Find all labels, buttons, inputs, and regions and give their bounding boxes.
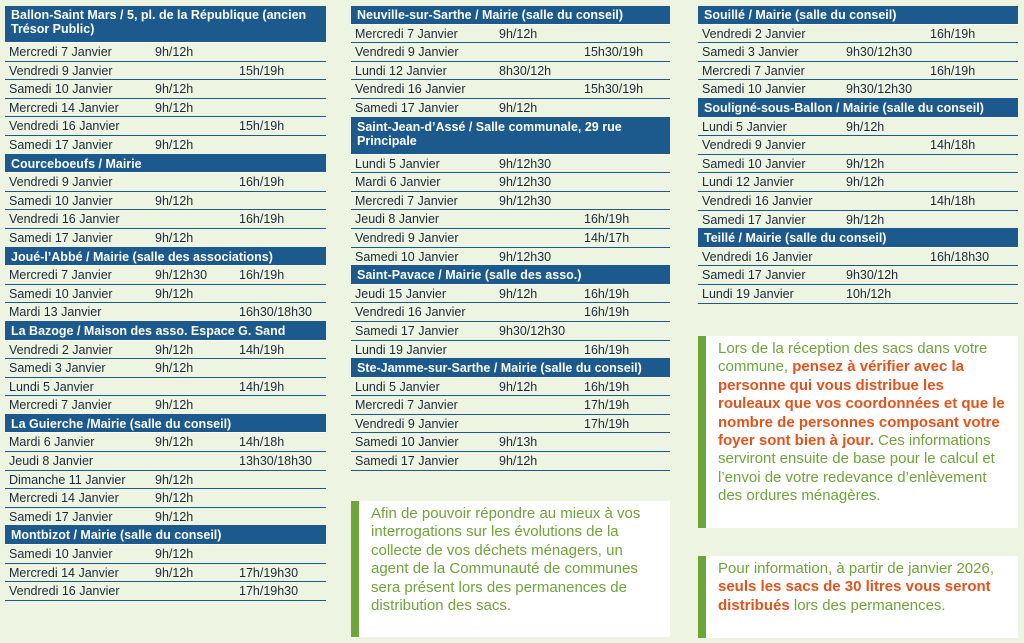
row-morning-hours: 9h/12h [499,100,538,115]
row-date: Jeudi 8 Janvier [355,212,440,227]
row-date: Lundi 19 Janvier [355,342,447,357]
row-morning-hours: 9h30/12h30 [846,82,913,97]
section-header: La Guierche /Mairie (salle du conseil) [5,415,326,434]
agent-note [351,501,670,637]
row-date: Samedi 17 Janvier [9,230,113,245]
schedule-row [5,582,326,601]
schedule-row [698,155,1018,174]
row-morning-hours: 8h30/12h [499,63,552,78]
schedule-column-2 [351,6,670,471]
schedule-row [698,211,1018,230]
row-date: Mardi 13 Janvier [9,305,102,320]
row-morning-hours: 9h/12h [155,193,194,208]
schedule-row [5,99,326,118]
row-date: Vendredi 16 Janvier [702,193,813,208]
row-morning-hours: 10h/12h [846,286,892,301]
schedule-row [698,62,1018,81]
row-afternoon-hours: 16h/19h [584,305,630,320]
row-morning-hours: 9h/12h [499,379,538,394]
row-date: Mardi 6 Janvier [355,175,441,190]
schedule-row [5,43,326,62]
row-morning-hours: 9h/12h30 [499,175,552,190]
row-date: Samedi 17 Janvier [9,509,113,524]
row-date: Vendredi 9 Janvier [355,416,459,431]
section-header: Souillé / Mairie (salle du conseil) [698,6,1018,25]
row-date: Mercredi 7 Janvier [355,193,458,208]
schedule-row [698,25,1018,44]
info-emphasis: seuls les sacs de 30 litres vous seront distribués [718,578,991,614]
schedule-row [5,396,326,415]
schedule-row [5,266,326,285]
schedule-row [351,396,670,415]
schedule-row [5,229,326,248]
schedule-row [351,43,670,62]
schedule-row [351,155,670,174]
row-morning-hours: 9h/12h [499,26,538,41]
schedule-row [351,341,670,360]
row-date: Mercredi 14 Janvier [9,491,119,506]
schedule-row [698,266,1018,285]
row-afternoon-hours: 14h/17h [584,230,630,245]
schedule-row [5,433,326,452]
row-date: Vendredi 9 Janvier [9,175,113,190]
accent-bar [698,336,706,528]
schedule-row [351,378,670,397]
row-afternoon-hours: 17h/19h [584,398,630,413]
accent-bar [698,556,706,638]
schedule-row [698,192,1018,211]
row-morning-hours: 9h30/12h30 [846,45,913,60]
row-morning-hours: 9h/12h [155,565,194,580]
schedule-row [698,248,1018,267]
schedule-row [5,285,326,304]
schedule-row [351,210,670,229]
section-header: Ste-Jamme-sur-Sarthe / Mairie (salle du conseil) [351,359,670,378]
row-morning-hours: 9h/12h30 [155,268,208,283]
section-header: Saint-Pavace / Mairie (salle des asso.) [351,266,670,285]
row-date: Jeudi 15 Janvier [355,286,447,301]
row-afternoon-hours: 16h/19h [584,212,630,227]
accent-bar [351,501,359,637]
row-date: Samedi 10 Janvier [702,82,806,97]
schedule-row [698,118,1018,137]
row-date: Vendredi 16 Janvier [9,119,120,134]
schedule-row [5,192,326,211]
row-afternoon-hours: 17h/19h30 [239,584,299,599]
schedule-row [698,173,1018,192]
row-afternoon-hours: 14h/19h [239,342,285,357]
row-date: Samedi 10 Janvier [355,435,459,450]
row-date: Samedi 17 Janvier [355,454,459,469]
row-morning-hours: 9h/12h [155,342,194,357]
schedule-row [351,192,670,211]
schedule-row [5,136,326,155]
schedule-row [351,433,670,452]
row-date: Mercredi 14 Janvier [9,565,119,580]
schedule-row [351,452,670,471]
schedule-row [351,229,670,248]
row-date: Samedi 17 Janvier [702,212,806,227]
row-afternoon-hours: 14h/18h [930,138,976,153]
verify-intro: Lors de la réception des sacs dans votre commune, [718,340,988,376]
info-intro: Pour information, à partir de janvier 2026, [718,560,994,577]
row-date: Samedi 3 Janvier [9,361,106,376]
row-morning-hours: 9h/12h [155,361,194,376]
row-date: Mercredi 7 Janvier [9,45,112,59]
row-afternoon-hours: 14h/18h [239,435,285,450]
row-date: Mardi 6 Janvier [9,435,95,450]
schedule-column-1 [5,6,326,601]
row-morning-hours: 9h/12h [846,119,885,134]
row-date: Vendredi 16 Janvier [9,584,120,599]
section-header: Teillé / Mairie (salle du conseil) [698,229,1018,248]
row-date: Lundi 12 Janvier [702,175,794,190]
row-morning-hours: 9h/12h [846,156,885,171]
verify-tail: Ces informations serviront ensuite de base pour le calcul et l’envoi de votre redevance d’enlèvement des ordures ménagères. [718,432,995,505]
section-header: Montbizot / Mairie (salle du conseil) [5,526,326,545]
row-afternoon-hours: 16h/19h [584,342,630,357]
row-morning-hours: 9h/12h [155,435,194,450]
row-morning-hours: 9h/12h [155,137,194,152]
row-date: Mercredi 7 Janvier [355,26,458,41]
row-afternoon-hours: 14h/18h [930,193,976,208]
row-afternoon-hours: 16h/19h [239,268,285,283]
schedule-row [5,341,326,360]
row-date: Samedi 10 Janvier [9,547,113,562]
row-afternoon-hours: 15h30/19h [584,82,644,97]
row-date: Dimanche 11 Janvier [9,472,126,487]
row-morning-hours: 9h/12h [155,230,194,245]
row-date: Vendredi 9 Janvier [702,138,806,153]
schedule-row [698,136,1018,155]
schedule-row [351,322,670,341]
row-morning-hours: 9h/12h [155,509,194,524]
row-date: Lundi 12 Janvier [355,63,447,78]
row-date: Vendredi 16 Janvier [355,305,466,320]
schedule-row [351,80,670,99]
row-date: Vendredi 16 Janvier [702,249,813,264]
row-date: Lundi 19 Janvier [702,286,794,301]
row-morning-hours: 9h30/12h30 [499,323,566,338]
row-morning-hours: 9h/12h [499,286,538,301]
row-date: Jeudi 8 Janvier [9,454,94,469]
row-afternoon-hours: 16h30/18h30 [239,305,312,320]
schedule-row [351,285,670,304]
row-date: Vendredi 9 Janvier [355,45,459,60]
row-afternoon-hours: 14h/19h [239,379,285,394]
row-morning-hours: 9h/12h [155,286,194,301]
schedule-row [5,62,326,81]
info-tail: lors des permanences. [793,596,946,614]
section-header: Ballon-Saint Mars / 5, pl. de la République (ancien Trésor Public) [5,6,326,43]
row-date: Mercredi 7 Janvier [355,398,458,413]
row-date: Mercredi 7 Janvier [9,268,112,283]
section-header: Joué-l’Abbé / Mairie (salle des associations) [5,248,326,267]
schedule-row [5,378,326,397]
row-date: Vendredi 2 Janvier [9,342,113,357]
schedule-row [5,471,326,490]
row-date: Samedi 17 Janvier [355,323,459,338]
schedule-row [5,303,326,322]
agent-note-text: Afin de pouvoir répondre au mieux à vos interrogations sur les évolutions de la collecte de vos déchets ménagers, un agent de la Communauté de communes sera présent lors des permanences de distribution des sacs. [371,505,641,615]
row-morning-hours: 9h/12h [155,398,194,413]
row-date: Lundi 5 Janvier [355,156,440,171]
row-morning-hours: 9h/12h30 [499,193,552,208]
info-note [698,556,1018,638]
row-morning-hours: 9h/12h [846,175,885,190]
row-morning-hours: 9h/12h30 [499,156,552,171]
schedule-row [5,117,326,136]
schedule-row [5,210,326,229]
row-afternoon-hours: 15h/19h [239,63,285,78]
schedule-row [351,62,670,81]
section-header: Souligné-sous-Ballon / Mairie (salle du conseil) [698,99,1018,118]
schedule-row [351,248,670,267]
schedule-row [351,303,670,322]
row-morning-hours: 9h/12h [499,454,538,469]
row-morning-hours: 9h/12h [155,82,194,97]
row-date: Samedi 10 Janvier [9,82,113,97]
verify-emphasis: pensez à vérifier avec la personne qui vous distribue les rouleaux que vos coordonnées et que le nombre de personnes composant votre foyer sont bien à jour. [718,358,1005,450]
row-afternoon-hours: 16h/19h [584,379,630,394]
row-date: Samedi 17 Janvier [9,137,113,152]
row-date: Mercredi 7 Janvier [9,398,112,413]
schedule-row [5,173,326,192]
schedule-row [5,489,326,508]
section-header: Saint-Jean-d’Assé / Salle communale, 29 rue Principale [351,118,670,155]
section-header: La Bazoge / Maison des asso. Espace G. Sand [5,322,326,341]
row-morning-hours: 9h/12h [155,491,194,506]
row-afternoon-hours: 16h/19h [930,63,976,78]
schedule-row [5,452,326,471]
schedule-row [698,43,1018,62]
row-date: Lundi 5 Janvier [9,379,94,394]
schedule-row [351,99,670,118]
row-date: Mercredi 7 Janvier [702,63,805,78]
row-date: Mercredi 14 Janvier [9,100,119,115]
row-afternoon-hours: 15h/19h [239,119,285,134]
section-header: Courceboeufs / Mairie [5,155,326,174]
row-date: Samedi 3 Janvier [702,45,799,60]
schedule-column-3 [698,6,1018,304]
row-date: Samedi 10 Janvier [9,193,113,208]
row-date: Samedi 10 Janvier [355,249,459,264]
schedule-row [698,80,1018,99]
row-afternoon-hours: 15h30/19h [584,45,644,60]
row-morning-hours: 9h/12h [846,212,885,227]
schedule-row [5,564,326,583]
row-morning-hours: 9h/12h [155,547,194,562]
row-date: Vendredi 2 Janvier [702,26,806,41]
row-date: Lundi 5 Janvier [702,119,787,134]
schedule-row [5,508,326,527]
row-date: Vendredi 16 Janvier [9,212,120,227]
schedule-row [698,285,1018,304]
row-date: Samedi 17 Janvier [355,100,459,115]
schedule-row [351,25,670,44]
row-date: Samedi 10 Janvier [9,286,113,301]
row-afternoon-hours: 17h/19h [584,416,630,431]
row-morning-hours: 9h/13h [499,435,538,450]
row-afternoon-hours: 17h/19h30 [239,565,299,580]
row-morning-hours: 9h/12h [155,472,194,487]
schedule-row [5,545,326,564]
row-morning-hours: 9h/12h [155,100,194,115]
row-afternoon-hours: 16h/19h [584,286,630,301]
row-afternoon-hours: 13h30/18h30 [239,454,312,469]
row-afternoon-hours: 16h/18h30 [930,249,990,264]
row-afternoon-hours: 16h/19h [239,175,285,190]
row-morning-hours: 9h30/12h [846,268,899,283]
row-date: Vendredi 9 Janvier [355,230,459,245]
row-afternoon-hours: 16h/19h [239,212,285,227]
row-morning-hours: 9h/12h30 [499,249,552,264]
schedule-row [351,173,670,192]
section-header: Neuville-sur-Sarthe / Mairie (salle du conseil) [351,6,670,25]
row-date: Samedi 10 Janvier [702,156,806,171]
row-date: Samedi 17 Janvier [702,268,806,283]
verify-note [698,336,1018,528]
schedule-row [351,415,670,434]
row-date: Vendredi 16 Janvier [355,82,466,97]
row-morning-hours: 9h/12h [155,45,194,59]
schedule-row [5,80,326,99]
row-date: Vendredi 9 Janvier [9,63,113,78]
row-afternoon-hours: 16h/19h [930,26,976,41]
row-date: Lundi 5 Janvier [355,379,440,394]
schedule-row [5,359,326,378]
